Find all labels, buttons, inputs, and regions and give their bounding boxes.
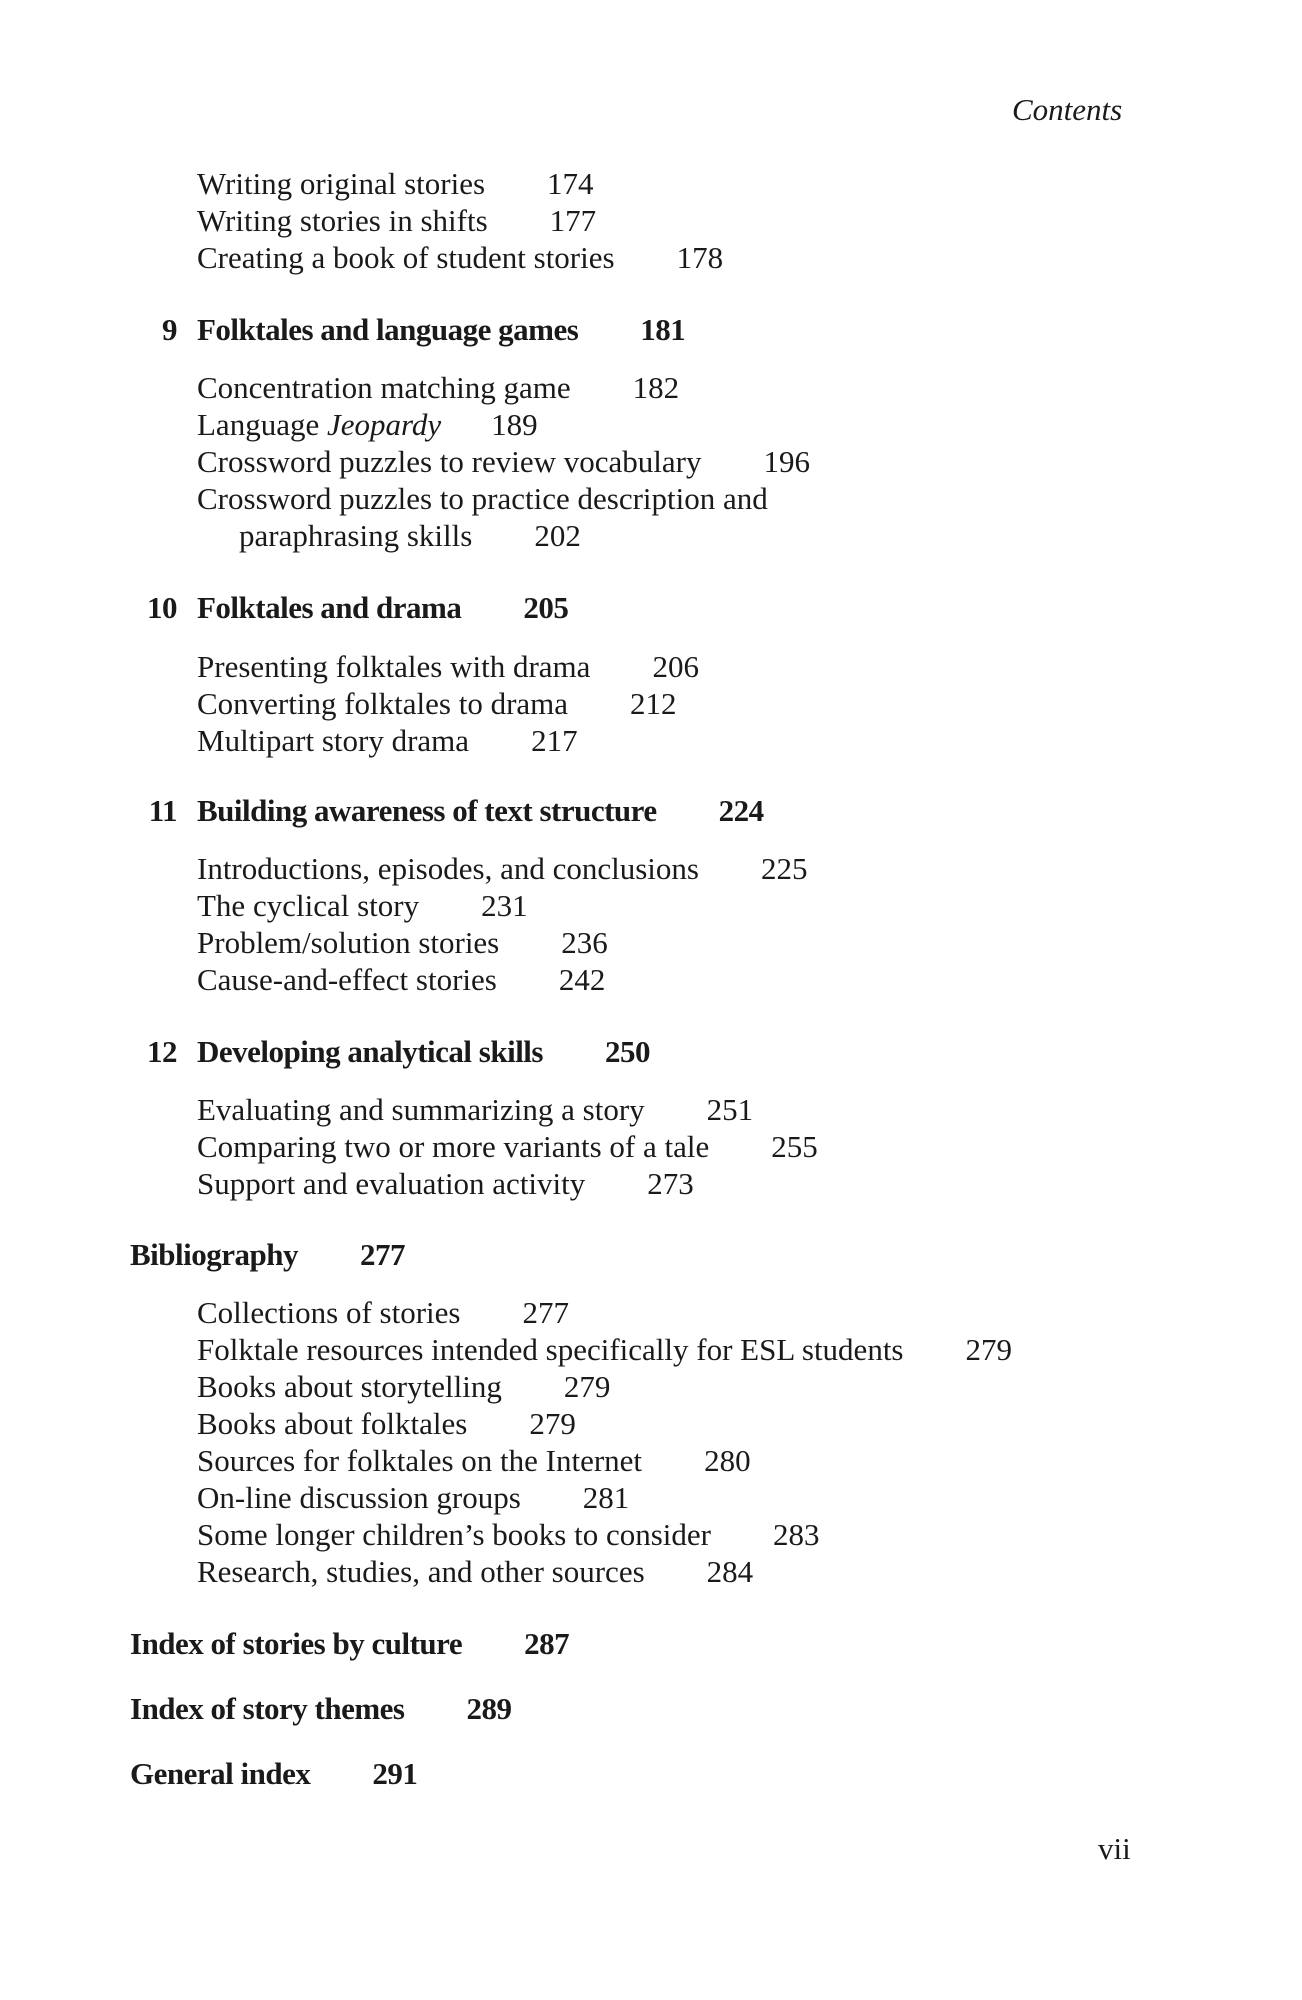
- toc-entry: Crossword puzzles to review vocabulary 196: [197, 444, 810, 479]
- toc-entry: Writing stories in shifts 177: [197, 203, 597, 238]
- toc-entry: Concentration matching game 182: [197, 370, 680, 405]
- chapter-heading: [148, 793, 764, 829]
- toc-entry: Multipart story drama 217: [197, 723, 578, 758]
- toc-entry: The cyclical story 231: [197, 888, 528, 923]
- toc-entry: Books about storytelling 279: [197, 1369, 611, 1404]
- chapter-page: 205: [523, 590, 569, 625]
- chapter-number: 11: [148, 793, 177, 828]
- toc-entry: Sources for folktales on the Internet 280: [197, 1443, 751, 1478]
- toc-entry-continuation: paraphrasing skills 202: [239, 518, 581, 553]
- toc-entry: Presenting folktales with drama 206: [197, 649, 699, 684]
- page-number: vii: [1098, 1831, 1131, 1866]
- chapter-title: Developing analytical skills: [197, 1034, 543, 1069]
- toc-entry: Some longer children’s books to consider 283: [197, 1517, 820, 1552]
- index-heading: Index of story themes 289: [130, 1691, 512, 1726]
- toc-entry: Introductions, episodes, and conclusions 225: [197, 851, 808, 886]
- toc-entry: Writing original stories 174: [197, 166, 594, 201]
- toc-entry: Collections of stories 277: [197, 1295, 569, 1330]
- toc-entry: Language Jeopardy 189: [197, 407, 538, 442]
- chapter-title: Folktales and language games: [197, 312, 579, 347]
- toc-entry: Crossword puzzles to practice description and: [197, 481, 768, 516]
- toc-entry: Books about folktales 279: [197, 1406, 576, 1441]
- toc-entry: Cause-and-effect stories 242: [197, 962, 606, 997]
- toc-entry: Converting folktales to drama 212: [197, 686, 677, 721]
- chapter-number: 9: [162, 312, 177, 347]
- toc-entry: Comparing two or more variants of a tale 255: [197, 1129, 818, 1164]
- chapter-page: 224: [718, 793, 764, 828]
- chapter-title: Building awareness of text structure: [197, 793, 657, 828]
- toc-entry: On-line discussion groups 281: [197, 1480, 630, 1515]
- chapter-heading: [162, 312, 686, 348]
- chapter-number: 12: [147, 1034, 177, 1069]
- chapter-heading: [147, 590, 569, 626]
- toc-entry: Folktale resources intended specifically for ESL students 279: [197, 1332, 1012, 1367]
- chapter-heading: [147, 1034, 650, 1070]
- toc-entry: Creating a book of student stories 178: [197, 240, 724, 275]
- chapter-page: 181: [640, 312, 686, 347]
- chapter-title: Folktales and drama: [197, 590, 462, 625]
- toc-entry: Problem/solution stories 236: [197, 925, 608, 960]
- index-heading: General index 291: [130, 1756, 418, 1791]
- toc-entry: Support and evaluation activity 273: [197, 1166, 694, 1201]
- running-head: Contents: [1012, 92, 1123, 127]
- bibliography-heading: Bibliography 277: [130, 1237, 405, 1272]
- toc-entry: Research, studies, and other sources 284: [197, 1554, 754, 1589]
- chapter-number: 10: [147, 590, 177, 625]
- index-heading: Index of stories by culture 287: [130, 1626, 570, 1661]
- chapter-page: 250: [604, 1034, 650, 1069]
- toc-entry: Evaluating and summarizing a story 251: [197, 1092, 754, 1127]
